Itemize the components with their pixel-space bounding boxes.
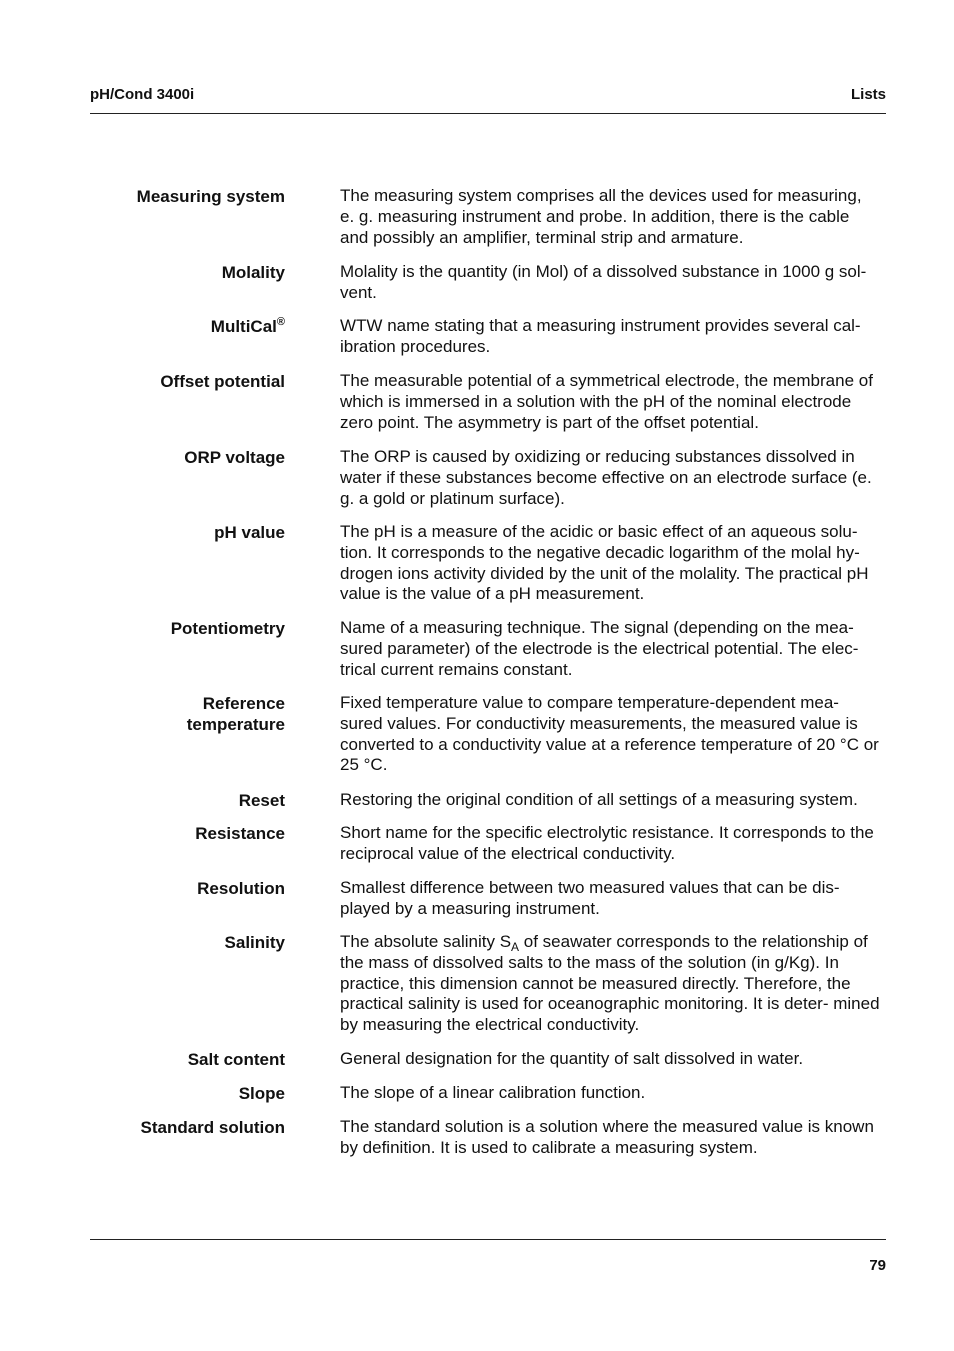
glossary-term: Salinity	[224, 933, 285, 952]
glossary-definition: General designation for the quantity of salt dissolved in water.	[340, 1049, 804, 1068]
header-divider	[90, 113, 886, 114]
glossary-definition: The standard solution is a solution where the measured value is known by definition. It is used to calibrate a measuring system.	[340, 1117, 874, 1157]
glossary-definition: The ORP is caused by oxidizing or reducing substances dissolved in water if these substances become effective on an electrode surface (e. g. a gold or platinum surface).	[340, 447, 872, 508]
glossary-definition: Molality is the quantity (in Mol) of a dissolved substance in 1000 g sol- vent.	[340, 262, 867, 302]
page-number: 79	[869, 1257, 886, 1274]
glossary-definition	[340, 932, 880, 1036]
subscript-text: A	[511, 940, 520, 954]
document-title: pH/Cond 3400i	[90, 86, 195, 103]
glossary-definition: The slope of a linear calibration function.	[340, 1083, 646, 1102]
glossary-definition: WTW name stating that a measuring instrument provides several cal- ibration procedures.	[340, 316, 861, 356]
glossary-term: Measuring system	[136, 187, 285, 206]
glossary-term: Resistance	[195, 824, 285, 843]
glossary-definition: The pH is a measure of the acidic or basic effect of an aqueous solu- tion. It corresponds to the negative decadic logarithm of the molal hy- drogen ions activity divided by the unit of the molality. The practical pH value is the value of a pH measurement.	[340, 522, 869, 604]
glossary-term: pH value	[214, 523, 285, 542]
glossary-definition: Smallest difference between two measured values that can be dis- played by a measuring instrument.	[340, 878, 840, 918]
glossary-definition: Restoring the original condition of all settings of a measuring system.	[340, 790, 858, 809]
registered-mark: ®	[276, 316, 285, 328]
glossary-term: Reference temperature	[186, 694, 285, 734]
glossary-term: Offset potential	[160, 372, 285, 391]
glossary-term: Salt content	[187, 1050, 285, 1069]
glossary-term: Slope	[238, 1084, 285, 1103]
glossary-term-text: MultiCal	[210, 317, 277, 336]
glossary-term: Resolution	[197, 879, 285, 898]
glossary-term: ORP voltage	[184, 448, 285, 467]
glossary-term: Standard solution	[140, 1118, 285, 1137]
glossary-definition: Name of a measuring technique. The signal (depending on the mea- sured parameter) of the electrode is the electrical potential. The elec- trical current remains constant.	[340, 618, 859, 679]
definition-text: The absolute salinity S	[340, 932, 512, 951]
glossary-definition: The measurable potential of a symmetrical electrode, the membrane of which is immersed in a solution with the pH of the nominal electrode zero point. The asymmetry is part of the offset potential.	[340, 371, 873, 432]
glossary-term: Potentiometry	[170, 619, 285, 638]
page-header	[90, 86, 886, 106]
glossary-definition: Fixed temperature value to compare temperature-dependent mea- sured values. For conductivity measurements, the measured value is converted to a conductivity value at a reference temperature of 20 °C or 25 °C.	[340, 693, 879, 775]
glossary-definition: The measuring system comprises all the devices used for measuring, e. g. measuring instrument and probe. In addition, there is the cable and possibly an amplifier, terminal strip and armature.	[340, 186, 862, 247]
glossary-definition: Short name for the specific electrolytic resistance. It corresponds to the reciprocal value of the electrical conductivity.	[340, 823, 874, 863]
section-title: Lists	[850, 86, 886, 103]
definition-text: of seawater corresponds to the relationship of the mass of dissolved salts to the mass of the solution (in g/Kg). In practice, this dimension cannot be measured directly. Therefore, the practical salinity is used for oceanographic monitoring. It is deter- mined by measuring the electrical conductivity.	[340, 932, 880, 1035]
glossary-term	[85, 316, 285, 337]
glossary-term: Reset	[238, 791, 285, 810]
footer-divider	[90, 1239, 886, 1240]
glossary-term: Molality	[221, 263, 285, 282]
